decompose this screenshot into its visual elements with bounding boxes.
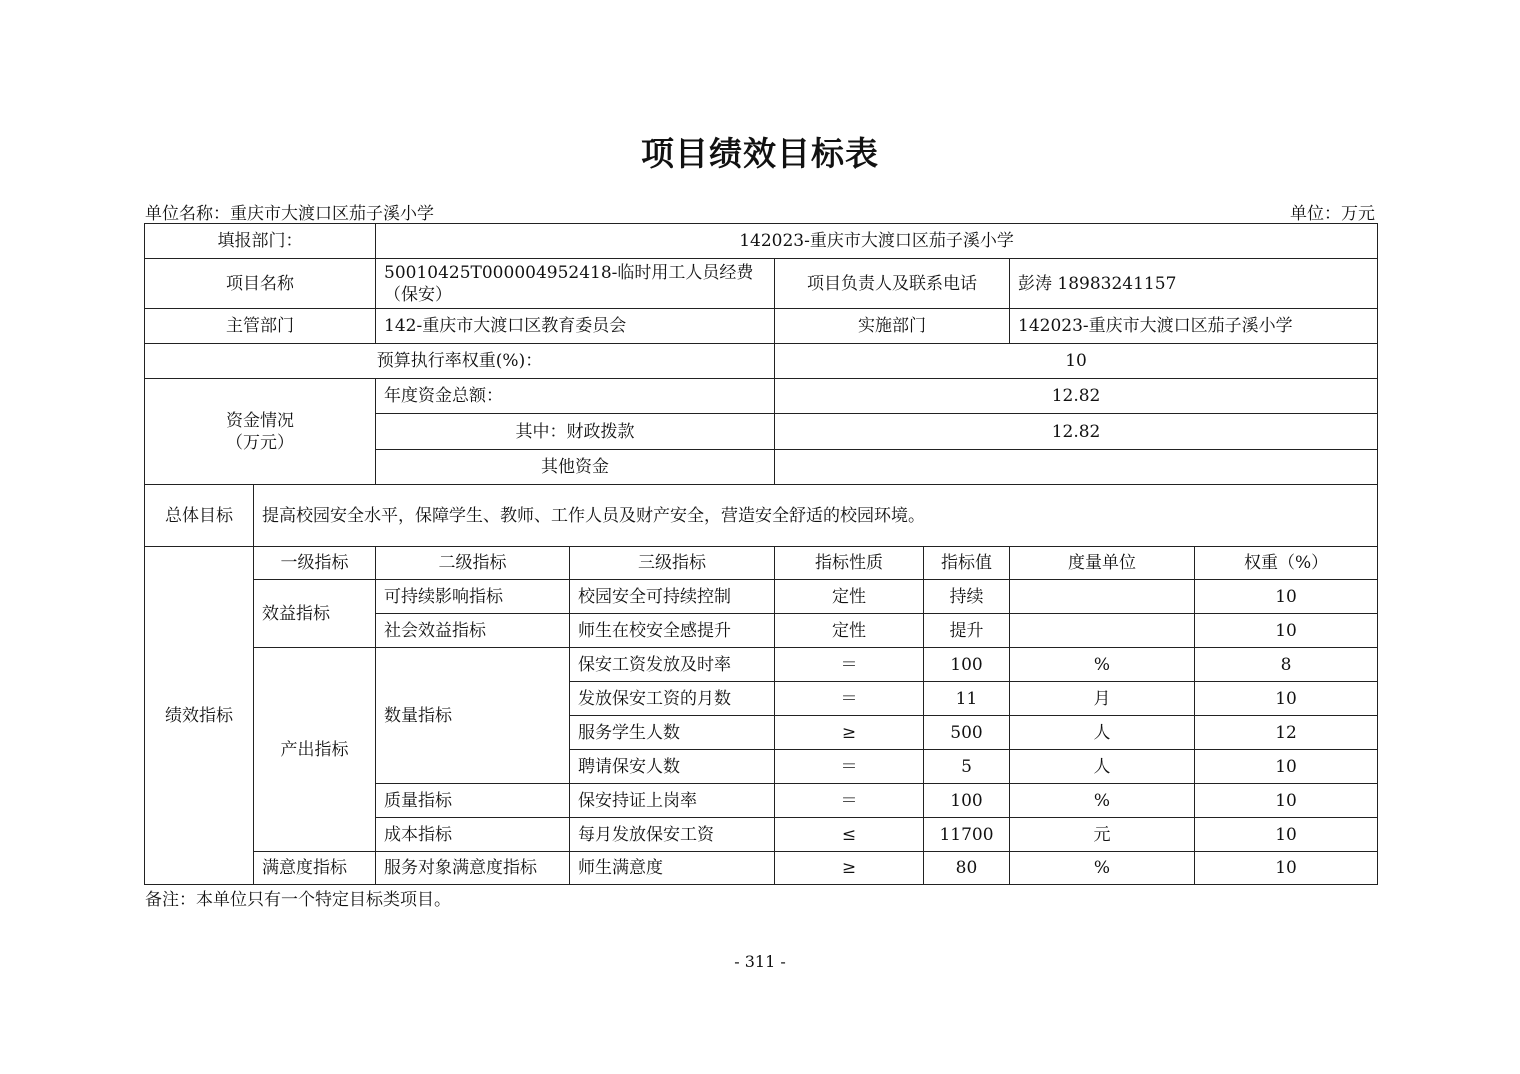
indicator-value: 持续 [924, 580, 1010, 614]
col-header: 三级指标 [570, 547, 775, 580]
col-header: 二级指标 [376, 547, 570, 580]
indicator-name: 师生满意度 [570, 852, 775, 885]
indicator-weight: 8 [1195, 648, 1378, 682]
table-row [145, 852, 1378, 885]
fiscal-funds-value: 12.82 [775, 414, 1378, 450]
budget-rate-label: 预算执行率权重(%)： [145, 344, 775, 379]
indicator-nature: ≥ [775, 716, 924, 750]
indicator-weight: 10 [1195, 682, 1378, 716]
page-number: - 311 - [734, 952, 786, 971]
indicator-unit: 人 [1010, 750, 1195, 784]
indicator-weight: 12 [1195, 716, 1378, 750]
indicator-name: 每月发放保安工资 [570, 818, 775, 852]
group-output: 产出指标 [254, 648, 376, 852]
indicator-value: 11700 [924, 818, 1010, 852]
table-row [145, 259, 1378, 309]
col-header: 一级指标 [254, 547, 376, 580]
currency-unit: 单位：万元 [1290, 204, 1375, 224]
impl-dept-value: 142023-重庆市大渡口区茄子溪小学 [1010, 309, 1378, 344]
funds-label-line1: 资金情况 [226, 410, 294, 431]
indicator-nature: 定性 [775, 614, 924, 648]
table-row [145, 344, 1378, 379]
performance-label: 绩效指标 [145, 547, 254, 885]
indicator-unit: % [1010, 648, 1195, 682]
indicator-name: 保安工资发放及时率 [570, 648, 775, 682]
sub-quality: 质量指标 [376, 784, 570, 818]
table-row [145, 580, 1378, 614]
indicator-nature: ＝ [775, 784, 924, 818]
indicator-weight: 10 [1195, 784, 1378, 818]
sub-quantity: 数量指标 [376, 648, 570, 784]
indicator-unit [1010, 580, 1195, 614]
supervisor-value: 142-重庆市大渡口区教育委员会 [376, 309, 775, 344]
page-title: 项目绩效目标表 [641, 134, 879, 173]
table-header-row [145, 547, 1378, 580]
sub-service: 服务对象满意度指标 [376, 852, 570, 885]
indicator-nature: 定性 [775, 580, 924, 614]
indicator-weight: 10 [1195, 614, 1378, 648]
col-header: 度量单位 [1010, 547, 1195, 580]
col-header: 权重（%） [1195, 547, 1378, 580]
indicator-name: 服务学生人数 [570, 716, 775, 750]
budget-rate-value: 10 [775, 344, 1378, 379]
funds-label [145, 379, 376, 485]
contact-label: 项目负责人及联系电话 [775, 259, 1010, 309]
indicator-unit: 月 [1010, 682, 1195, 716]
group-benefit: 效益指标 [254, 580, 376, 648]
indicator-name: 校园安全可持续控制 [570, 580, 775, 614]
col-header: 指标值 [924, 547, 1010, 580]
table-row [145, 379, 1378, 414]
indicator-nature: ≤ [775, 818, 924, 852]
indicator-value: 500 [924, 716, 1010, 750]
overall-goal-text: 提高校园安全水平，保障学生、教师、工作人员及财产安全，营造安全舒适的校园环境。 [254, 485, 1378, 547]
indicator-nature: ＝ [775, 750, 924, 784]
supervisor-label: 主管部门 [145, 309, 376, 344]
indicator-weight: 10 [1195, 580, 1378, 614]
sub-social: 社会效益指标 [376, 614, 570, 648]
project-name-line1: 50010425T000004952418-临时用工人员经费 [384, 262, 754, 283]
performance-target-table [144, 223, 1378, 885]
dept-label: 填报部门： [145, 224, 376, 259]
indicator-unit [1010, 614, 1195, 648]
indicator-value: 100 [924, 784, 1010, 818]
table-row [145, 224, 1378, 259]
fiscal-funds-label: 其中：财政拨款 [376, 414, 775, 450]
indicator-nature: ≥ [775, 852, 924, 885]
project-name-value [376, 259, 775, 309]
footnote: 备注：本单位只有一个特定目标类项目。 [145, 890, 451, 910]
indicator-name: 聘请保安人数 [570, 750, 775, 784]
indicator-unit: 元 [1010, 818, 1195, 852]
project-name-label: 项目名称 [145, 259, 376, 309]
indicator-value: 80 [924, 852, 1010, 885]
indicator-nature: ＝ [775, 682, 924, 716]
other-funds-label: 其他资金 [376, 450, 775, 485]
indicator-value: 11 [924, 682, 1010, 716]
contact-value: 彭涛 18983241157 [1010, 259, 1378, 309]
table-row [145, 485, 1378, 547]
indicator-value: 提升 [924, 614, 1010, 648]
indicator-value: 100 [924, 648, 1010, 682]
table-row [145, 648, 1378, 682]
indicator-nature: ＝ [775, 648, 924, 682]
annual-funds-label: 年度资金总额： [376, 379, 775, 414]
sub-cost: 成本指标 [376, 818, 570, 852]
other-funds-value [775, 450, 1378, 485]
dept-value: 142023-重庆市大渡口区茄子溪小学 [376, 224, 1378, 259]
sub-sustain: 可持续影响指标 [376, 580, 570, 614]
indicator-unit: % [1010, 852, 1195, 885]
indicator-unit: % [1010, 784, 1195, 818]
indicator-name: 发放保安工资的月数 [570, 682, 775, 716]
annual-funds-value: 12.82 [775, 379, 1378, 414]
project-name-line2: （保安） [384, 284, 452, 305]
col-header: 指标性质 [775, 547, 924, 580]
impl-dept-label: 实施部门 [775, 309, 1010, 344]
indicator-weight: 10 [1195, 750, 1378, 784]
table-row [145, 309, 1378, 344]
funds-label-line2: （万元） [226, 432, 294, 453]
indicator-name: 师生在校安全感提升 [570, 614, 775, 648]
indicator-weight: 10 [1195, 818, 1378, 852]
group-satisfaction: 满意度指标 [254, 852, 376, 885]
indicator-name: 保安持证上岗率 [570, 784, 775, 818]
unit-name: 单位名称：重庆市大渡口区茄子溪小学 [145, 204, 434, 224]
indicator-value: 5 [924, 750, 1010, 784]
indicator-weight: 10 [1195, 852, 1378, 885]
indicator-unit: 人 [1010, 716, 1195, 750]
overall-goal-label: 总体目标 [145, 485, 254, 547]
